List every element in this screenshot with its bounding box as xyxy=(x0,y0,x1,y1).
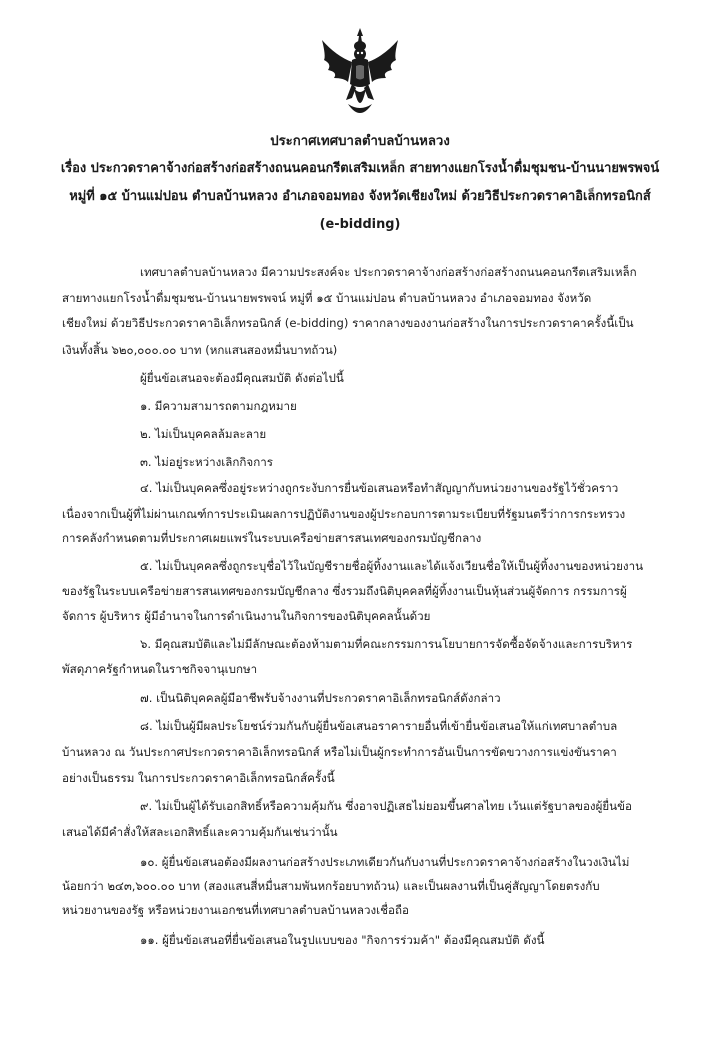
qualification-item: เสนอได้มีคำสั่งให้สละเอกสิทธิ์และความคุ้มกันเช่นว่านั้น xyxy=(62,825,338,839)
qualification-item: น้อยกว่า ๒๔๓,๖๐๐.๐๐ บาท (สองแสนสี่หมื่นสามพันหกร้อยบาทถ้วน) และเป็นผลงานที่เป็นคู่สัญญาโดยตรงกับ xyxy=(62,879,600,893)
intro-line: เชียงใหม่ ด้วยวิธีประกวดราคาอิเล็กทรอนิกส์ (e-bidding) ราคากลางของงานก่อสร้างในการประกวดราคาครั้งนี้เป็น xyxy=(62,316,634,330)
announcement-subject: เรื่อง ประกวดราคาจ้างก่อสร้างก่อสร้างถนนคอนกรีตเสริมเหล็ก สายทางแยกโรงน้ำดื่มชุมชน-บ้านนายพรพจน์ หมู่ที่ ๑๕ บ้านแม่ปอน ตำบลบ้านหลวง อำเภอจอมทอง จังหวัดเชียงใหม่ ด้วยวิธีประกวดราคาอิเล็กทรอนิกส์ (e-bidding) xyxy=(60,161,660,232)
qualification-item: ๑. มีความสามารถตามกฎหมาย xyxy=(140,399,297,413)
qualification-item: พัสดุภาครัฐกำหนดในราชกิจจานุเบกษา xyxy=(62,662,258,676)
qualification-item: ๕. ไม่เป็นบุคคลซึ่งถูกระบุชื่อไว้ในบัญชีรายชื่อผู้ทิ้งงานและได้แจ้งเวียนชื่อให้เป็นผู้ทิ้งงานของหน่วยงาน xyxy=(140,559,644,573)
qualification-item: หน่วยงานของรัฐ หรือหน่วยงานเอกชนที่เทศบาลตำบลบ้านหลวงเชื่อถือ xyxy=(62,903,409,917)
qualifications-heading: ผู้ยื่นข้อเสนอจะต้องมีคุณสมบัติ ดังต่อไปนี้ xyxy=(140,371,344,385)
intro-line: สายทางแยกโรงน้ำดื่มชุมชน-บ้านนายพรพจน์ หมู่ที่ ๑๕ บ้านแม่ปอน ตำบลบ้านหลวง อำเภอจอมทอง จังหวัด xyxy=(62,291,592,305)
qualification-item: ๔. ไม่เป็นบุคคลซึ่งอยู่ระหว่างถูกระงับการยื่นข้อเสนอหรือทำสัญญากับหน่วยงานของรัฐไว้ชั่วคราว xyxy=(140,481,619,495)
qualification-item: อย่างเป็นธรรม ในการประกวดราคาอิเล็กทรอนิกส์ครั้งนี้ xyxy=(62,771,335,785)
qualification-item: บ้านหลวง ณ วันประกาศประกวดราคาอิเล็กทรอนิกส์ หรือไม่เป็นผู้กระทำการอันเป็นการขัดขวางการแข่งขันราคา xyxy=(62,745,617,759)
intro-line: เทศบาลตำบลบ้านหลวง มีความประสงค์จะ ประกวดราคาจ้างก่อสร้างก่อสร้างถนนคอนกรีตเสริมเหล็ก xyxy=(140,265,637,279)
qualification-item: เนื่องจากเป็นผู้ที่ไม่ผ่านเกณฑ์การประเมินผลการปฏิบัติงานของผู้ประกอบการตามระเบียบที่รัฐมนตรีว่าการกระทรวง xyxy=(62,507,626,521)
qualification-item: ๒. ไม่เป็นบุคคลล้มละลาย xyxy=(140,427,267,441)
qualification-item: ๗. เป็นนิติบุคคลผู้มีอาชีพรับจ้างงานที่ประกวดราคาอิเล็กทรอนิกส์ดังกล่าว xyxy=(140,691,501,705)
announcement-title: ประกาศเทศบาลตำบลบ้านหลวง xyxy=(270,134,450,149)
qualification-item: ๑๐. ผู้ยื่นข้อเสนอต้องมีผลงานก่อสร้างประเภทเดียวกันกับงานที่ประกวดราคาจ้างก่อสร้างในวงเงินไม่ xyxy=(140,855,630,869)
qualification-item: ๑๑. ผู้ยื่นข้อเสนอที่ยื่นข้อเสนอในรูปแบบของ "กิจการร่วมค้า" ต้องมีคุณสมบัติ ดังนี้ xyxy=(140,933,545,947)
qualification-item: จัดการ ผู้บริหาร ผู้มีอำนาจในการดำเนินงานในกิจการของนิติบุคคลนั้นด้วย xyxy=(62,609,431,623)
qualification-item: ของรัฐในระบบเครือข่ายสารสนเทศของกรมบัญชีกลาง ซึ่งรวมถึงนิติบุคคลที่ผู้ทิ้งงานเป็นหุ้นส่วนผู้จัดการ กรรมการผู้ xyxy=(62,584,627,598)
qualification-item: ๖. มีคุณสมบัติและไม่มีลักษณะต้องห้ามตามที่คณะกรรมการนโยบายการจัดซื้อจัดจ้างและการบริหาร xyxy=(140,637,633,651)
qualification-item: ๘. ไม่เป็นผู้มีผลประโยชน์ร่วมกันกับผู้ยื่นข้อเสนอราคารายอื่นที่เข้ายื่นข้อเสนอให้แก่เทศบาลตำบล xyxy=(140,719,618,733)
intro-line: เงินทั้งสิ้น ๖๒๐,๐๐๐.๐๐ บาท (หกแสนสองหมื่นบาทถ้วน) xyxy=(62,343,338,357)
qualification-item: การคลังกำหนดตามที่ประกาศเผยแพร่ในระบบเครือข่ายสารสนเทศของกรมบัญชีกลาง xyxy=(62,531,482,545)
qualification-item: ๓. ไม่อยู่ระหว่างเลิกกิจการ xyxy=(140,455,273,469)
garuda-emblem-icon xyxy=(318,26,402,122)
qualification-item: ๙. ไม่เป็นผู้ได้รับเอกสิทธิ์หรือความคุ้มกัน ซึ่งอาจปฏิเสธไม่ยอมขึ้นศาลไทย เว้นแต่รัฐบาลของผู้ยื่นข้อ xyxy=(140,799,632,813)
